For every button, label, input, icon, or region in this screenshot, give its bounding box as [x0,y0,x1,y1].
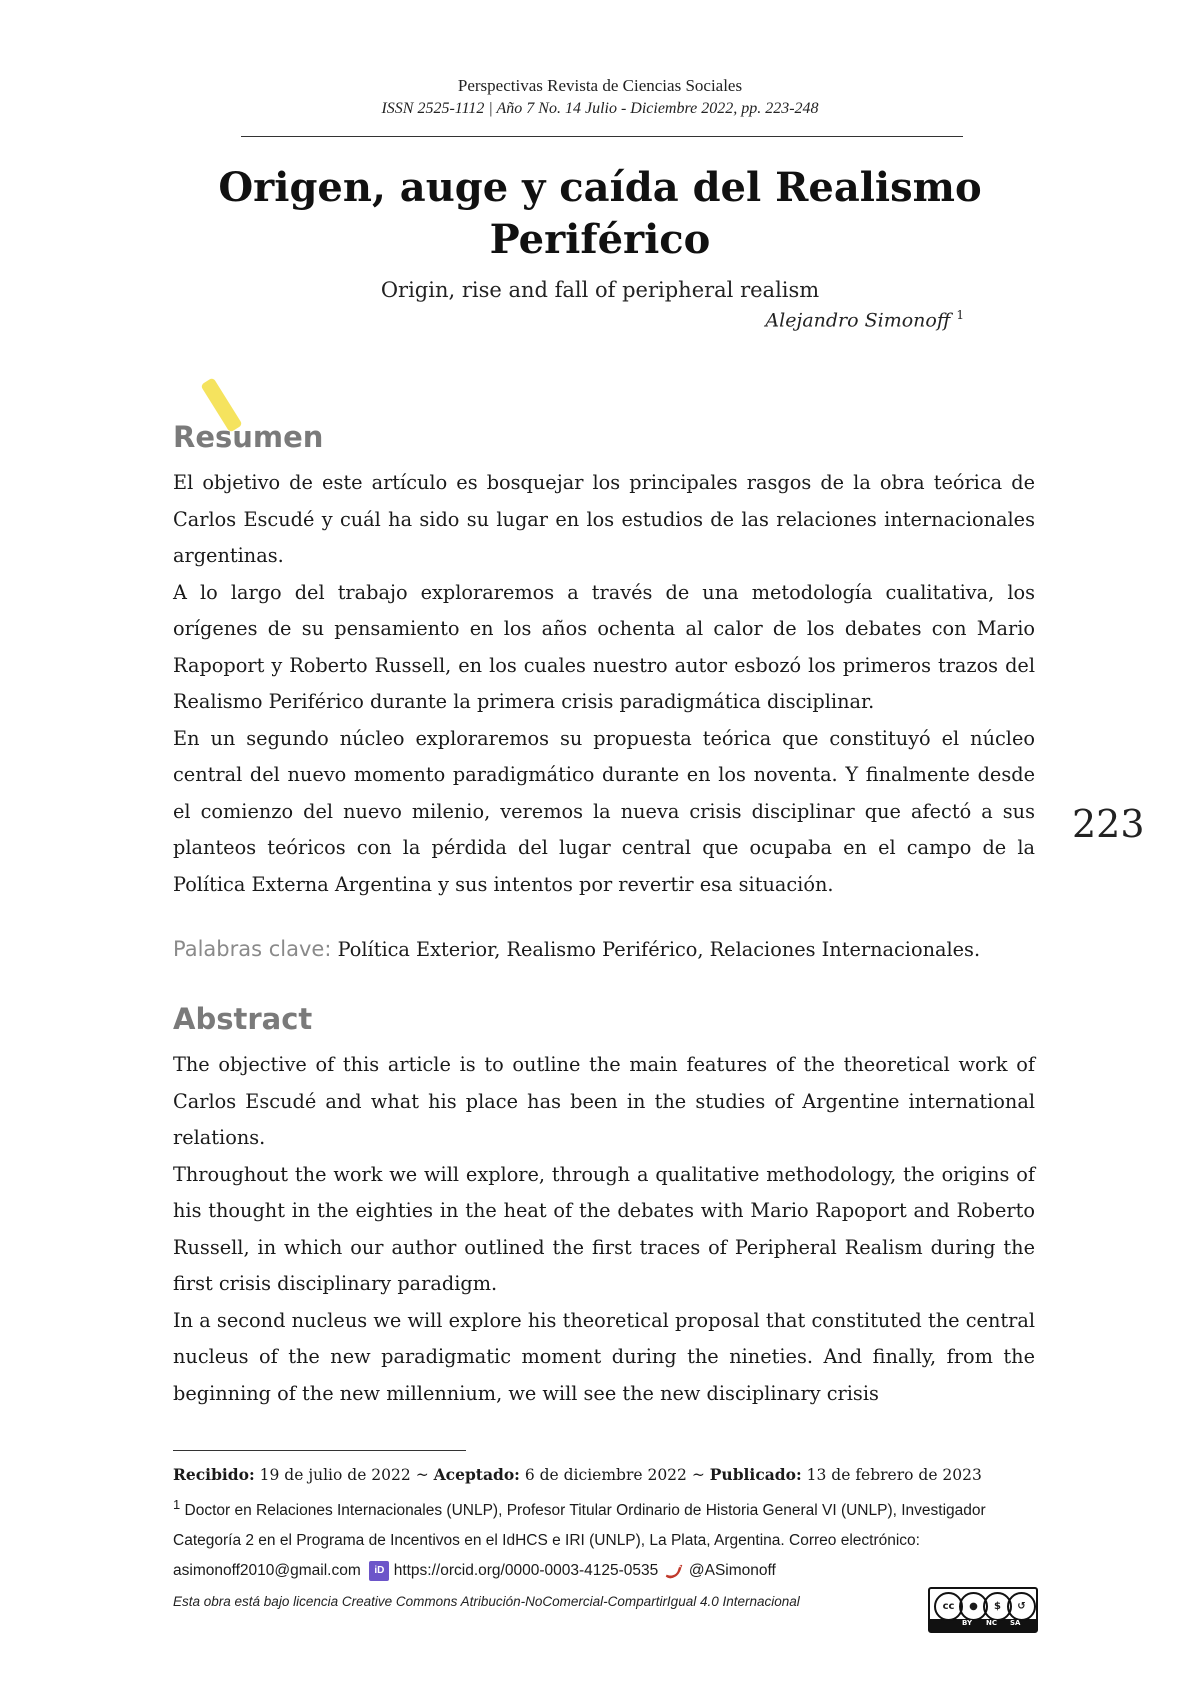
article-title: Origen, auge y caída del Realismo Periférico [218,164,982,263]
keywords-label: Palabras clave: [173,937,332,961]
article-subtitle: Origin, rise and fall of peripheral realism [380,278,820,302]
abstract-paragraph: In a second nucleus we will explore his theoretical proposal that constituted the central nucleus of the new paradigmatic moment during the nineties. And finally, from the beginning of the new millennium, we will see the new disciplinary crisis [173,1308,1035,1405]
footnote-text: Doctor en Relaciones Internacionales (UNLP), Profesor Titular Ordinario de Historia General VI (UNLP), Investigador Categoría 2 en el Programa de Incentivos en el IdHCS e IRI (UNLP), La Plata, Argentina. Correo electrónico: asimonoff2010@gmail.com [173,1502,986,1580]
cc-icon: cc [934,1592,963,1621]
resumen-body [173,465,1035,903]
publication-dates [173,1460,1053,1490]
footnote-rule [173,1450,466,1451]
abstract-paragraph: Throughout the work we will explore, through a qualitative methodology, the origins of his thought in the eighties in the heat of the debates with Mario Rapoport and Roberto Russell, in which our author outlined the first traces of Peripheral Realism during the first crisis disciplinary paradigm. [173,1162,1035,1295]
separator: ~ [415,1466,429,1484]
resumen-paragraph: En un segundo núcleo exploraremos su propuesta teórica que constituyó el núcleo central del nuevo momento paradigmático durante en los noventa. Y finalmente desde el comienzo del nuevo milenio, veremos la nueva crisis disciplinar que afectó a sus planteos teóricos con la pérdida del lugar central que ocupaba en el campo de la Política Externa Argentina y sus intentos por revertir esa situación. [173,726,1035,896]
resumen-paragraph: A lo largo del trabajo exploraremos a través de una metodología cualitativa, los orígenes de su pensamiento en los años ochenta al calor de los debates con Mario Rapoport y Roberto Russell, en los cuales nuestro autor esbozó los primeros trazos del Realismo Periférico durante la primera crisis paradigmática disciplinar. [173,580,1035,713]
orcid-link[interactable]: https://orcid.org/0000-0003-4125-0535 [393,1562,659,1580]
resumen-heading: Resumen [173,420,324,454]
abstract-body [173,1047,1035,1412]
creative-commons-badge[interactable] [928,1587,1038,1633]
abstract-heading: Abstract [173,1002,313,1036]
resumen-paragraph: El objetivo de este artículo es bosquejar los principales rasgos de la obra teórica de Carlos Escudé y cuál ha sido su lugar en los estudios de las relaciones internacionales argentinas. [173,471,1035,567]
published-date: 13 de febrero de 2023 [806,1466,982,1484]
page-number: 223 [1072,802,1145,846]
keywords-text: Política Exterior, Realismo Periférico, Relaciones Internacionales. [337,938,981,961]
orcid-icon: iD [369,1561,389,1581]
sa-label: SA [1010,1619,1021,1627]
nc-label: NC [986,1619,997,1627]
journal-name: Perspectivas Revista de Ciencias Sociales [457,76,743,95]
published-label: Publicado: [709,1465,802,1484]
issn-line: ISSN 2525-1112 | Año 7 No. 14 Julio - Diciembre 2022, pp. 223-248 [381,100,819,117]
accepted-label: Aceptado: [433,1465,520,1484]
author-footnote-marker: 1 [956,308,964,322]
footnote-marker: 1 [173,1497,181,1512]
license-text: Esta obra está bajo licencia Creative Commons Atribución-NoComercial-CompartirIgual 4.0 Internacional [173,1594,800,1609]
by-label: BY [962,1619,973,1627]
twitter-handle[interactable]: @ASimonoff [688,1562,776,1580]
header-rule [241,136,963,137]
received-label: Recibido: [173,1465,255,1484]
abstract-paragraph: The objective of this article is to outline the main features of the theoretical work of Carlos Escudé and what his place has been in the studies of Argentine international relations. [173,1053,1035,1149]
twitter-bird-icon [663,1560,685,1582]
sa-icon: ↺ [1007,1592,1036,1621]
received-date: 19 de julio de 2022 [259,1466,411,1484]
separator: ~ [691,1466,705,1484]
author-name: Alejandro Simonoff [765,309,951,332]
author-footnote [173,1490,1053,1586]
nc-icon: $ [983,1592,1012,1621]
keywords [173,937,1053,961]
by-icon: ● [959,1592,988,1621]
accepted-date: 6 de diciembre 2022 [524,1466,687,1484]
author [765,308,964,331]
